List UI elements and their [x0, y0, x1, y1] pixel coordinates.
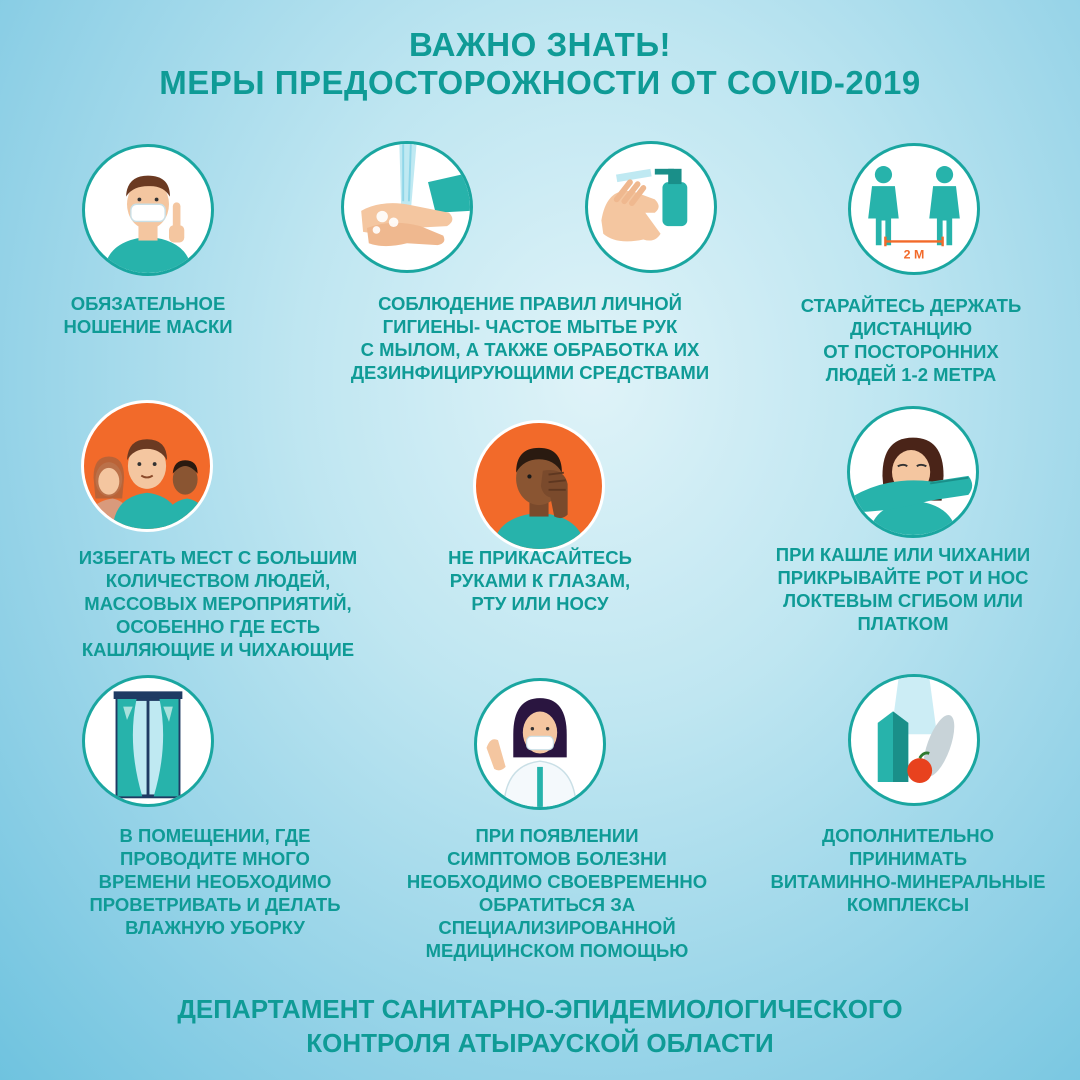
page-subtitle: МЕРЫ ПРЕДОСТОРОЖНОСТИ ОТ COVID-2019 [159, 64, 921, 101]
sanitizer-icon [585, 141, 717, 273]
distance-label: 2 М [903, 247, 925, 262]
window-ventilation-icon [82, 675, 214, 807]
vitamins-food-icon [848, 674, 980, 806]
tile-caption-mask: ОБЯЗАТЕЛЬНОЕ НОШЕНИЕ МАСКИ [63, 293, 233, 337]
hand-washing-icon [341, 141, 473, 273]
tile-caption-doctor: ПРИ ПОЯВЛЕНИИ СИМПТОМОВ БОЛЕЗНИ НЕОБХОДИМО СВОЕВРЕМЕННО ОБРАТИТЬСЯ ЗА СПЕЦИАЛИЗИРОВАННОЙ МЕДИЦИНСКОМ ПОМОЩЬЮ [406, 825, 708, 961]
tile-caption-distance: СТАРАЙТЕСЬ ДЕРЖАТЬ ДИСТАНЦИЮ ОТ ПОСТОРОННИХ ЛЮДЕЙ 1-2 МЕТРА [800, 295, 1022, 385]
tile-caption-hygiene: СОБЛЮДЕНИЕ ПРАВИЛ ЛИЧНОЙ ГИГИЕНЫ- ЧАСТОЕ МЫТЬЕ РУК С МЫЛОМ, А ТАКЖЕ ОБРАБОТКА ИХ ДЕЗИНФИЦИРУЮЩИМИ СРЕДСТВАМИ [350, 293, 710, 383]
tile-caption-vitamins: ДОПОЛНИТЕЛЬНО ПРИНИМАТЬ ВИТАМИННО-МИНЕРАЛЬНЫЕ КОМПЛЕКСЫ [770, 825, 1046, 915]
crowd-icon [81, 400, 213, 532]
sneeze-elbow-icon [847, 406, 979, 538]
tile-caption-sneeze: ПРИ КАШЛЕ ИЛИ ЧИХАНИИ ПРИКРЫВАЙТЕ РОТ И НОС ЛОКТЕВЫМ СГИБОМ ИЛИ ПЛАТКОМ [775, 544, 1031, 634]
page-title: ВАЖНО ЗНАТЬ! [408, 26, 672, 63]
tile-caption-touch-face: НЕ ПРИКАСАЙТЕСЬ РУКАМИ К ГЛАЗАМ, РТУ ИЛИ НОСУ [448, 547, 632, 614]
tile-caption-ventilation: В ПОМЕЩЕНИИ, ГДЕ ПРОВОДИТЕ МНОГО ВРЕМЕНИ НЕОБХОДИМО ПРОВЕТРИВАТЬ И ДЕЛАТЬ ВЛАЖНУЮ УБОРКУ [89, 825, 341, 938]
footer-department: ДЕПАРТАМЕНТ САНИТАРНО-ЭПИДЕМИОЛОГИЧЕСКОГО КОНТРОЛЯ АТЫРАУСКОЙ ОБЛАСТИ [177, 994, 903, 1058]
touch-face-icon [473, 420, 605, 552]
doctor-icon [474, 678, 606, 810]
face-mask-icon [82, 144, 214, 276]
social-distance-icon [848, 143, 980, 275]
tile-caption-crowds: ИЗБЕГАТЬ МЕСТ С БОЛЬШИМ КОЛИЧЕСТВОМ ЛЮДЕЙ, МАССОВЫХ МЕРОПРИЯТИЙ, ОСОБЕННО ГДЕ ЕСТЬ КАШЛЯЮЩИЕ И ЧИХАЮЩИЕ [78, 547, 358, 660]
